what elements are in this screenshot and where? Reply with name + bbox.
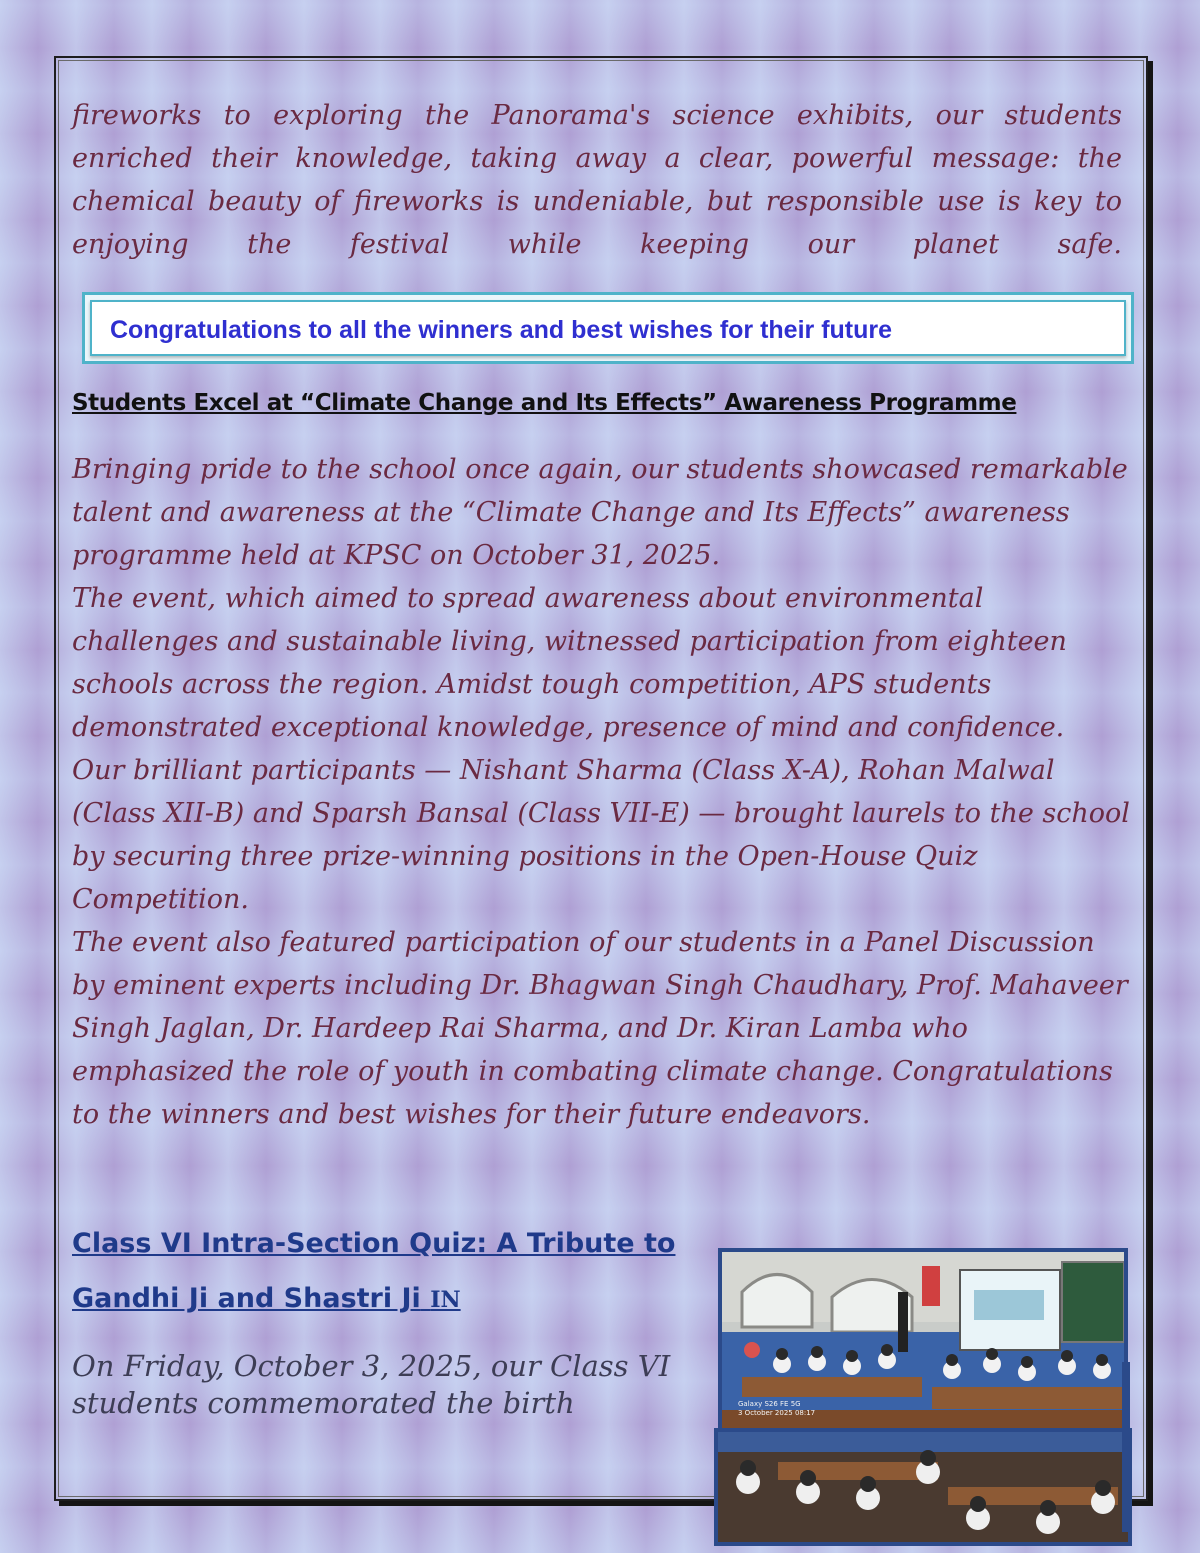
banner-inner-box xyxy=(90,300,1126,356)
classroom-photo-2 xyxy=(714,1428,1132,1546)
climate-section-heading: Students Excel at “Climate Change and Its Effects” Awareness Programme xyxy=(72,390,1017,416)
quiz-heading-line-2 xyxy=(72,1283,461,1314)
quiz-heading-text: Gandhi Ji and Shastri Ji xyxy=(72,1283,421,1314)
climate-section-body xyxy=(72,448,1132,1136)
climate-paragraph-4: The event also featured participation of our students in a Panel Discussion by eminent experts including Dr. Bhagwan Singh Chaudhary, Prof. Mahaveer Singh Jaglan, Dr. Hardeep Rai Sharma, and Dr. Kiran Lamba who emphasized the role of youth in combating climate change. Congratulations to the winners and best wishes for their future endeavors. xyxy=(72,927,1128,1130)
intro-paragraph: fireworks to exploring the Panorama's science exhibits, our students enriched their knowledge, taking away a clear, powerful message: the chemical beauty of fireworks is undeniable, but responsible use is key to enjoying the festival while keeping our planet safe. xyxy=(72,100,1122,260)
climate-paragraph-3: Our brilliant participants — Nishant Sharma (Class X-A), Rohan Malwal (Class XII-B) and Sparsh Bansal (Class VII-E) — brought laurels to the school by securing three prize-winning positions in the Open-House Quiz Competition. xyxy=(72,755,1130,915)
classroom-photo-2-illustration xyxy=(718,1432,1128,1542)
climate-paragraph-2: The event, which aimed to spread awareness about environmental challenges and sustainable living, witnessed participation from eighteen schools across the region. Amidst tough competition, APS students demonstrated exceptional knowledge, presence of mind and confidence. xyxy=(72,583,1067,743)
camera-watermark xyxy=(738,1400,815,1418)
camera-label: Galaxy S26 FE 5G xyxy=(738,1400,801,1408)
classroom-photo xyxy=(718,1248,1128,1436)
quiz-heading-suffix: IN xyxy=(430,1287,461,1313)
climate-paragraph-1: Bringing pride to the school once again, our students showcased remarkable talent and awareness at the “Climate Change and Its Effects” awareness programme held at KPSC on October 31, 2025. xyxy=(72,454,1128,571)
camera-date: 3 October 2025 08:17 xyxy=(738,1409,816,1417)
banner-text: Congratulations to all the winners and best wishes for their future xyxy=(110,316,893,344)
quiz-intro-text: On Friday, October 3, 2025, our Class VI students commemorated the birth xyxy=(72,1349,671,1420)
quiz-heading-line-1: Class VI Intra-Section Quiz: A Tribute to xyxy=(72,1228,676,1259)
congratulations-banner xyxy=(82,292,1134,364)
photo-border-accent xyxy=(1122,1362,1130,1532)
